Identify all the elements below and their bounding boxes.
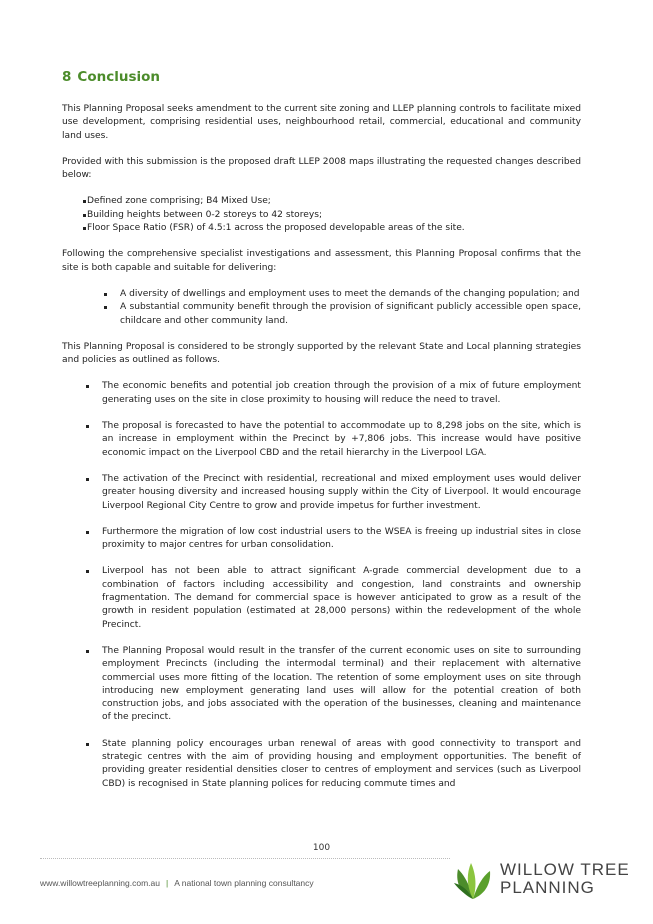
list-item: The Planning Proposal would result in the transfer of the current economic uses on site to surrounding employment Precincts (including the intermodal terminal) and their replacement with alternative commercial uses more fitting of the location. The retention of some employment uses on site through introducing new employment generating land uses will allow for the potential creation of both construction jobs, and jobs associated with the operation of the businesses, cleaning and maintenance of the precinct.	[62, 645, 581, 725]
list-item: Furthermore the migration of low cost industrial users to the WSEA is freeing up industrial sites in close proximity to major centres for urban consolidation.	[62, 526, 581, 553]
list-item: A diversity of dwellings and employment uses to meet the demands of the changing population; and	[62, 288, 581, 301]
deliverables-list	[62, 288, 581, 328]
footer-website-link[interactable]: www.willowtreeplanning.com.au	[40, 878, 161, 888]
section-number: 8	[62, 69, 72, 85]
list-item: The activation of the Precinct with residential, recreational and mixed employment uses would deliver greater housing diversity and increased housing supply within the City of Liverpool. It would encourage Liverpool Regional City Centre to grow and provide impetus for further investment.	[62, 473, 581, 513]
footer-divider	[40, 858, 450, 859]
list-item: Building heights between 0-2 storeys to 42 storeys;	[62, 209, 581, 222]
company-logo	[452, 858, 637, 904]
body-content	[62, 103, 581, 804]
investigations-intro-paragraph: Following the comprehensive specialist investigations and assessment, this Planning Proposal confirms that the site is both capable and suitable for delivering:	[62, 249, 581, 273]
tree-leaf-icon	[452, 861, 494, 901]
list-item: The economic benefits and potential job creation through the provision of a mix of future employment generating uses on the site in close proximity to housing will reduce the need to travel.	[62, 380, 581, 407]
logo-line-1: WILLOW TREE	[500, 860, 630, 879]
maps-intro-paragraph: Provided with this submission is the proposed draft LLEP 2008 maps illustrating the requested changes described below:	[62, 156, 581, 181]
list-item: A substantial community benefit through the provision of significant publicly accessible open space, childcare and other community land.	[62, 301, 581, 328]
list-item: State planning policy encourages urban renewal of areas with good connectivity to transport and strategic centres with the aim of providing housing and employment opportunities. The benefit of providing greater residential densities closer to centres of employment and services (such as Liverpool CBD) is recognised in State planning polices for reducing commute times and	[62, 738, 581, 791]
logo-wordmark	[500, 861, 630, 897]
support-intro-paragraph: This Planning Proposal is considered to be strongly supported by the relevant State and Local planning strategies and policies as outlined as follows.	[62, 341, 581, 366]
support-points-list	[62, 380, 581, 790]
page-number: 100	[312, 843, 331, 853]
map-changes-list	[62, 195, 581, 235]
list-item: The proposal is forecasted to have the potential to accommodate up to 8,298 jobs on the site, which is an increase in employment within the Precinct by +7,806 jobs. This increase would have positive economic impact on the Liverpool CBD and the retail hierarchy in the Liverpool LGA.	[62, 420, 581, 460]
logo-line-2: PLANNING	[500, 878, 595, 897]
footer-text	[40, 878, 314, 888]
footer-separator: |	[166, 878, 169, 888]
list-item: Floor Space Ratio (FSR) of 4.5:1 across the proposed developable areas of the site.	[62, 222, 581, 235]
section-title: Conclusion	[77, 69, 160, 85]
list-item: Liverpool has not been able to attract significant A-grade commercial development due to a combination of factors including accessibility and congestion, land constraints and ownership fragmentation. The demand for commercial space is however anticipated to grow as a result of the growth in resident population (estimated at 28,000 persons) within the redevelopment of the whole Precinct.	[62, 565, 581, 631]
intro-paragraph: This Planning Proposal seeks amendment to the current site zoning and LLEP planning controls to facilitate mixed use development, comprising residential uses, neighbourhood retail, commercial, educational and community land uses.	[62, 104, 581, 141]
list-item: Defined zone comprising; B4 Mixed Use;	[62, 195, 581, 208]
section-heading	[62, 69, 160, 85]
footer-tagline: A national town planning consultancy	[174, 878, 314, 888]
